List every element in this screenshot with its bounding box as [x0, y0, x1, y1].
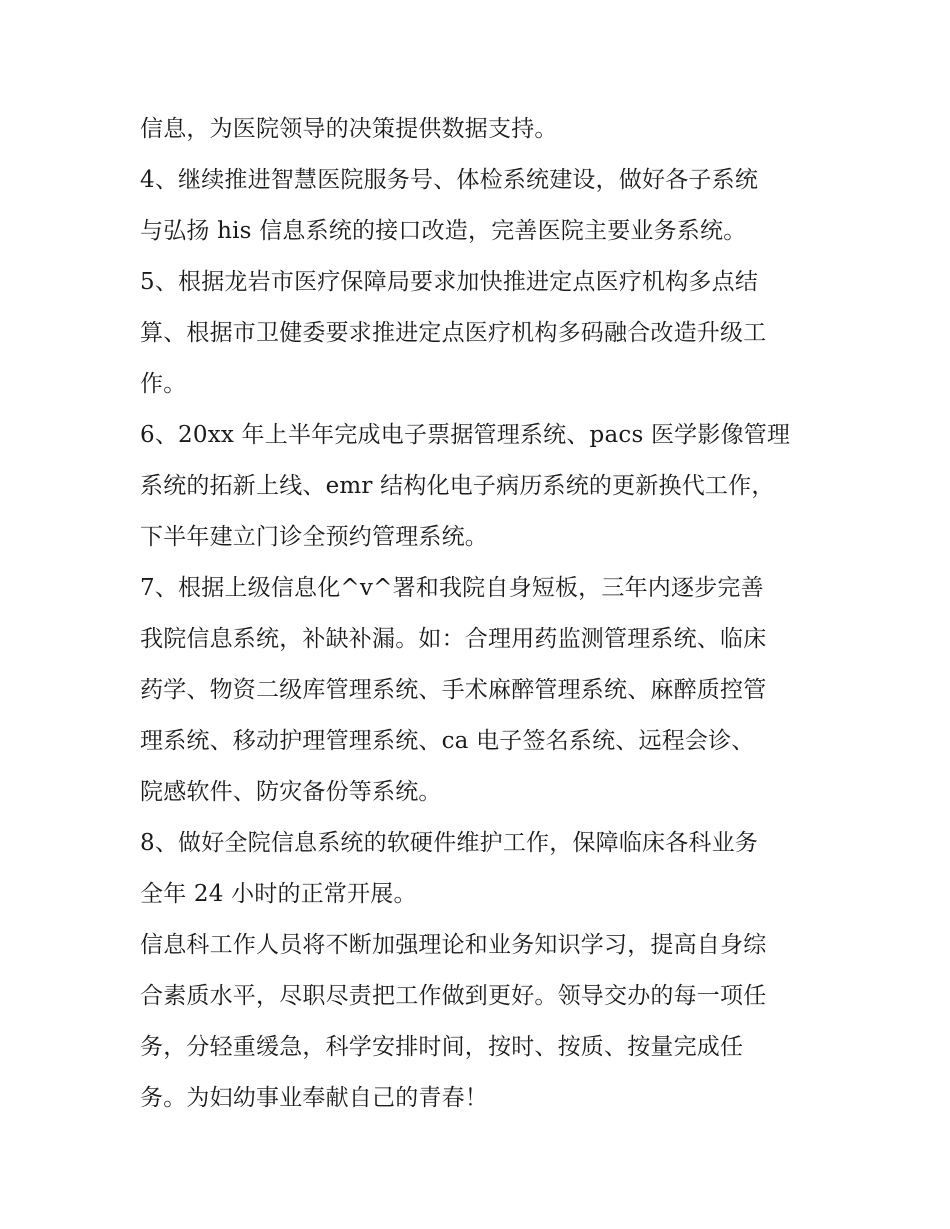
text-line: 务。为妇幼事业奉献自己的青春！	[140, 1085, 488, 1111]
document-body	[140, 104, 820, 1124]
text-line: 理系统、移动护理管理系统、ca 电子签名系统、远程会诊、	[140, 728, 755, 754]
text-line: 药学、物资二级库管理系统、手术麻醉管理系统、麻醉质控管	[140, 677, 767, 703]
text-line: 与弘扬 his 信息系统的接口改造，完善医院主要业务系统。	[140, 218, 747, 244]
text-line: 作。	[140, 371, 187, 397]
text-line: 务，分轻重缓急，科学安排时间，按时、按质、按量完成任	[140, 1034, 744, 1060]
text-line: 信息科工作人员将不断加强理论和业务知识学习，提高自身综	[140, 932, 767, 958]
text-line: 7、根据上级信息化^v^署和我院自身短板，三年内逐步完善	[140, 575, 764, 601]
text-line: 合素质水平，尽职尽责把工作做到更好。领导交办的每一项任	[140, 983, 767, 1009]
text-line: 下半年建立门诊全预约管理系统。	[140, 524, 488, 550]
text-line: 4、继续推进智慧医院服务号、体检系统建设，做好各子系统	[140, 167, 759, 193]
text-line: 8、做好全院信息系统的软硬件维护工作，保障临床各科业务	[140, 830, 759, 856]
text-line: 院感软件、防灾备份等系统。	[140, 779, 442, 805]
text-line: 5、根据龙岩市医疗保障局要求加快推进定点医疗机构多点结	[140, 269, 759, 295]
text-line: 我院信息系统，补缺补漏。如：合理用药监测管理系统、临床	[140, 626, 767, 652]
text-line: 算、根据市卫健委要求推进定点医疗机构多码融合改造升级工	[140, 320, 767, 346]
text-line: 信息，为医院领导的决策提供数据支持。	[140, 116, 558, 142]
text-line: 6、20xx 年上半年完成电子票据管理系统、pacs 医学影像管理	[140, 422, 791, 448]
text-line: 系统的拓新上线、emr 结构化电子病历系统的更新换代工作，	[140, 473, 775, 499]
text-line: 全年 24 小时的正常开展。	[140, 881, 417, 907]
